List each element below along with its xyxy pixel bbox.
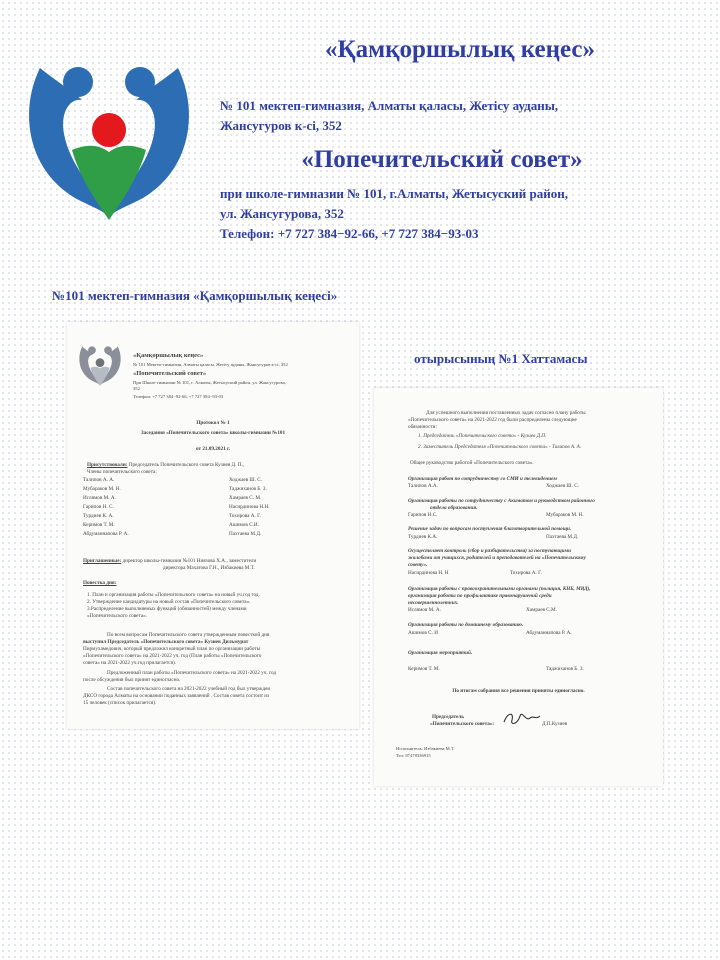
doc2-section-left: Талипов А.А.	[408, 483, 438, 489]
doc1-invited-line	[83, 558, 256, 565]
doc2-section-left: Гарипов Н.С.	[408, 512, 438, 518]
doc1-invited-text2: директора Махатова Г.Н., Избакиева М.Т.	[163, 565, 255, 571]
doc1-agenda-item: «Попечительского совета».	[87, 613, 147, 619]
doc1-member-left: Ислямов М. А.	[83, 495, 116, 501]
doc1-body-line: Состав попечительского совета на 2021-2022 учебный год был утвержден	[107, 686, 271, 692]
doc2-section-right: Хамраев С.М.	[526, 607, 557, 613]
doc1-body-line: По всем вопросам Попечительского совета утвержденным повесткой дня	[107, 632, 270, 638]
doc1-member-right: Пахтаева М.Д.	[229, 531, 262, 537]
doc2-section-left: Турдиев К.А.	[408, 534, 438, 540]
doc1-body-line: после обсуждения был принят единогласно.	[83, 677, 181, 683]
doc2-intro-line: «Попечительского совета» на 2021-2022 год были распределены следующие	[408, 417, 577, 423]
doc2-section-right: Пахтаева М.Д.	[546, 534, 579, 540]
doc1-meeting: Заседания «Попечительского совета» школы-гимназии №101	[140, 430, 286, 436]
doc1-body-line: ДКСО города Алматы на основании поданных заявлений . Состав совета состоит из	[83, 693, 270, 699]
doc1-agenda-item: 2. Утверждение кандидатуры на новый состав «Попечительского совета».	[87, 599, 251, 605]
doc1-member-left: Гарипов Н. С.	[83, 504, 114, 510]
council-logo-icon	[20, 48, 198, 230]
doc1-present-line	[87, 462, 244, 469]
doc1-member-left: Мубараков М. Н.	[83, 486, 121, 492]
doc2-section-left: Насирдинова Н. Н	[408, 570, 449, 576]
doc1-agenda-item: 1. План и организация работы «Попечительского совета» на новый уч.год год.	[87, 592, 260, 598]
doc1-addr-kz: № 101 Мектеп-гимназия, Алматы қаласы, Жетісу ауданы, Жансугуров к-сі, 352	[133, 362, 288, 367]
doc1-invited-label: Приглашенные:	[83, 558, 122, 564]
doc1-member-right: Ходжаев Ш. С.	[229, 477, 263, 483]
doc1-body-line: Предложенный план работы «Попечительского совета» на 2021-2022 уч. год	[107, 670, 277, 676]
doc1-member-left: Абдуманнапова Р. А.	[83, 531, 129, 537]
address-ru-line2: ул. Жансугурова, 352	[220, 206, 344, 221]
council-logo-small-icon	[77, 340, 123, 390]
doc2-section-title: Организация работы по домашнему образованию.	[408, 622, 524, 628]
doc1-present-label: Присутствовали:	[87, 462, 128, 468]
doc1-invited-text1: директор школы-гимназии №101 Ниязова Х.А., заместители	[121, 558, 257, 564]
doc2-section-title: Организация работ по сотрудничеству со СМИ и телевидением	[408, 476, 557, 482]
doc1-body-line: Пирмухамедович, который предложил конкретный план по организации работы	[83, 646, 261, 652]
doc2-section-title: жалобами от учащихся, родителей и преподавателей на «Попечительскому	[408, 555, 586, 561]
doc2-section-right: Абдуманнапова Р. А.	[526, 630, 572, 636]
doc1-body-line: 15 человек (список прилагается).	[83, 700, 157, 706]
doc1-member-left: Керимов Т. М.	[83, 522, 115, 528]
doc2-section-right: Ходжаев Ш. С.	[546, 483, 580, 489]
doc2-section-left: Ислямов М. А.	[408, 607, 441, 613]
doc2-section-left: Керимов Т. М.	[408, 666, 440, 672]
doc2-executor: Исполнитель: Избакиева М.Т.	[396, 746, 455, 751]
title-ru: «Попечительский совет»	[301, 146, 583, 173]
doc2-sign-name: Д.П.Кузиев	[542, 721, 568, 727]
doc2-general: Общее руководство работой «Попечительского совета».	[410, 460, 534, 466]
doc1-members-label: Члены попечительского совета:	[87, 469, 157, 475]
caption-left: №101 мектеп-гимназия «Қамқоршылық кеңесі»	[52, 288, 338, 303]
doc1-member-right: Тохирова А. Г.	[229, 513, 261, 519]
doc2-intro-line: обязанности:	[408, 424, 437, 430]
doc2-section-title: Организация мероприятий.	[408, 650, 473, 656]
doc2-section-right: Тохирова А. Г.	[510, 570, 542, 576]
doc1-member-right: Хамраев С. М.	[229, 495, 262, 501]
doc1-protocol: Протокол № 1	[196, 420, 230, 426]
doc2-sign-org: «Попечительского совета»:	[430, 721, 495, 727]
doc2-section-title: Организация работы с правоохранительными органами (полиция, КНБ, МВД),	[408, 586, 591, 592]
doc2-section-title: Решение задач по вопросам поступления благотворительной помощи.	[408, 526, 572, 532]
doc1-title-kz: «Қамқоршылық кеңес»	[133, 352, 204, 359]
doc1-agenda-item: 3.Распределение выполняемых функций (обязанностей) между членами	[87, 606, 247, 612]
doc2-decision: По итогам собрания все решения приняты единогласно.	[452, 688, 585, 694]
doc2-sign-title: Председатель	[432, 714, 464, 720]
doc1-title-ru: «Попечительский совет»	[133, 370, 207, 377]
doc2-section-title: совету».	[408, 562, 428, 568]
doc1-member-right: Таджиханов Б. З.	[229, 486, 267, 492]
protocol-page-2	[374, 388, 663, 786]
doc1-body-line: совета» на 2021-2022 уч.год прилагается).	[83, 660, 176, 666]
doc2-intro-line: Для успешного выполнения поставленных задач согласно плану работы	[426, 410, 586, 416]
caption-right: отырысының №1 Хаттамасы	[414, 351, 588, 366]
doc1-body-line: выступил Председатель «Попечительского совета» Кузиев Дильмурат	[83, 639, 249, 645]
doc2-section-title: Осуществляет контроль (сбор и разбирательства) за поступающими	[408, 548, 571, 554]
doc1-agenda-label: Повестка дня:	[83, 580, 117, 586]
doc1-member-left: Турдиев К. А.	[83, 513, 114, 519]
doc2-section-title: Организация работы по сотрудничеству с Акиматом и руководством районного	[408, 498, 595, 504]
address-ru-line1: при школе-гимназии № 101, г.Алматы, Жетысуский район,	[220, 186, 568, 201]
signature-icon	[502, 710, 542, 728]
doc2-duty2: 2. Заместитель Председателя «Попечительского совета» - Талипов А. А.	[418, 444, 582, 450]
address-kz-line2: Жансугуров к-сі, 352	[220, 118, 342, 133]
doc2-section-title: организация работы по профилактике правонарушений среди	[408, 593, 552, 599]
doc2-section-right: Таджиханов Б. З.	[546, 666, 584, 672]
doc1-member-right: Ашимов С.И.	[229, 522, 259, 528]
doc1-phone: Телефон: +7 727 384−92-66, +7 727 384−93-03	[133, 394, 224, 399]
doc1-date: от 21.09.2021 г.	[195, 446, 231, 452]
doc1-member-left: Талипов А. А.	[83, 477, 115, 483]
address-kz-line1: № 101 мектеп-гимназия, Алматы қаласы, Жетісу ауданы,	[220, 98, 559, 113]
doc1-present-text: Председатель Попечительского совета Кузиев Д. П.,	[127, 462, 245, 468]
doc2-duty1: 1. Председатель «Попечительского совета» - Кузиев Д.П.	[418, 433, 547, 439]
doc2-section-right: Мубараков М. Н.	[546, 512, 584, 518]
doc1-addr-ru2: 352	[133, 386, 140, 391]
doc2-tel: Тел: 87478336915	[396, 753, 431, 758]
phone-line: Телефон: +7 727 384−92-66, +7 727 384−93-03	[220, 226, 479, 241]
protocol-page-1	[67, 322, 359, 729]
doc2-section-title: отдела образования.	[430, 505, 478, 511]
doc1-body-line: «Попечительского совета» на 2021-2022 уч. год (План работы «Попечительского	[83, 653, 262, 659]
title-kz: «Қамқоршылық кеңес»	[324, 36, 596, 63]
doc2-section-title: несовершеннолетних.	[408, 600, 459, 606]
doc1-addr-ru1: При Школе-гимназии № 101, г. Алматы, Жетысуский район, ул. Жансугурова,	[133, 380, 286, 385]
doc1-member-right: Насирдинова Н.Н.	[229, 504, 270, 510]
doc2-section-left: Ашимов С. И	[408, 630, 438, 636]
